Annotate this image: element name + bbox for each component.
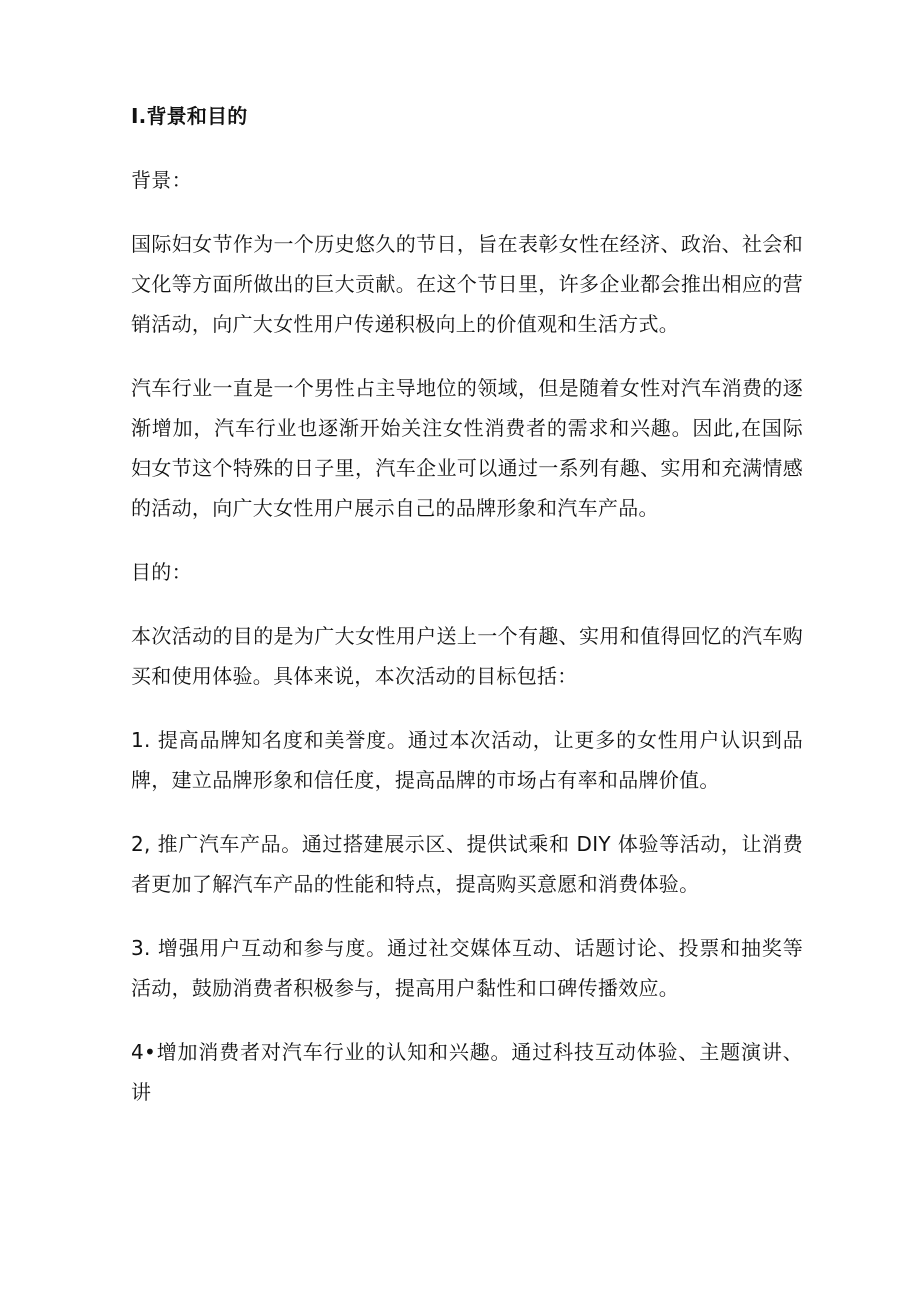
background-paragraph-1: 国际妇女节作为一个历史悠久的节日，旨在表彰女性在经济、政治、社会和文化等方面所做出的巨大贡献。在这个节日里，许多企业都会推出相应的营销活动，向广大女性用户传递积极向上的价值观和生活方式。 [131,232,803,336]
background-label: 背景： [131,168,192,192]
section-heading: I.背景和目的 [131,104,248,128]
purpose-intro-paragraph: 本次活动的目的是为广大女性用户送上一个有趣、实用和值得回忆的汽车购买和使用体验。具体来说，本次活动的目标包括： [131,624,803,688]
background-paragraph-2: 汽车行业一直是一个男性占主导地位的领域，但是随着女性对汽车消费的逐渐增加，汽车行业也逐渐开始关注女性消费者的需求和兴趣。因此,在国际妇女节这个特殊的日子里，汽车企业可以通过一系列有趣、实用和充满情感的活动，向广大女性用户展示自己的品牌形象和汽车产品。 [131,376,803,520]
purpose-label: 目的： [131,560,192,584]
goal-item-3: 3. 增强用户互动和参与度。通过社交媒体互动、话题讨论、投票和抽奖等活动，鼓励消费者积极参与，提高用户黏性和口碑传播效应。 [131,936,803,1000]
document-body [131,96,803,1136]
goal-item-1: 1. 提高品牌知名度和美誉度。通过本次活动，让更多的女性用户认识到品牌，建立品牌形象和信任度，提高品牌的市场占有率和品牌价值。 [131,728,803,792]
goal-item-2: 2, 推广汽车产品。通过搭建展示区、提供试乘和 DIY 体验等活动，让消费者更加了解汽车产品的性能和特点，提高购买意愿和消费体验。 [131,832,803,896]
goal-item-4: 4•增加消费者对汽车行业的认知和兴趣。通过科技互动体验、主题演讲、讲 [131,1040,803,1104]
